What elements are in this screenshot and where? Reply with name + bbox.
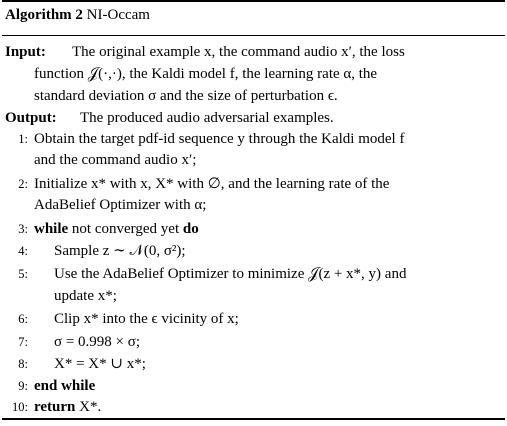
step-5-line-2: update x*; bbox=[54, 288, 117, 304]
step-2-line-1: Initialize x* with x, X* with ∅, and the learning rate of the bbox=[34, 176, 390, 192]
while-keyword: while bbox=[34, 221, 69, 237]
step-number: 4: bbox=[18, 244, 28, 258]
input-line-3: standard deviation σ and the size of perturbation ϵ. bbox=[34, 88, 338, 104]
return-value: X*. bbox=[75, 399, 102, 415]
step-number: 2: bbox=[18, 177, 28, 191]
output-text: The produced audio adversarial examples. bbox=[80, 110, 334, 126]
step-number: 1: bbox=[18, 132, 28, 146]
step-4-text: Sample z ∼ 𝒩(0, σ²); bbox=[54, 243, 186, 259]
end-while-keyword: end while bbox=[34, 378, 96, 394]
input-label: Input: bbox=[5, 44, 46, 60]
step-3-text bbox=[34, 219, 199, 239]
step-number: 3: bbox=[18, 222, 28, 236]
step-number: 9: bbox=[18, 379, 28, 393]
step-8-text: X* = X* ∪ x*; bbox=[54, 356, 146, 372]
step-1-line-2: and the command audio x′; bbox=[34, 152, 197, 168]
step-7-text: σ = 0.998 × σ; bbox=[54, 334, 141, 350]
step-2-line-2: AdaBelief Optimizer with α; bbox=[34, 197, 207, 213]
algorithm-caption bbox=[5, 5, 507, 25]
step-6-text: Clip x* into the ϵ vicinity of x; bbox=[54, 311, 239, 327]
do-keyword: do bbox=[182, 221, 199, 237]
input-line-2: function 𝒥(·,·), the Kaldi model f, the learning rate α, the bbox=[34, 66, 378, 82]
caption-rule bbox=[2, 35, 505, 36]
step-number: 5: bbox=[18, 267, 28, 281]
step-5-line-1: Use the AdaBelief Optimizer to minimize 𝒥(z + x*, y) and bbox=[54, 266, 407, 282]
while-condition: not converged yet bbox=[68, 221, 183, 237]
step-10-text bbox=[34, 397, 101, 417]
bottom-rule bbox=[2, 418, 505, 420]
step-number: 6: bbox=[18, 312, 28, 326]
step-1-line-1: Obtain the target pdf-id sequence y through the Kaldi model f bbox=[34, 131, 405, 147]
return-keyword: return bbox=[34, 399, 76, 415]
algorithm-label: Algorithm 2 bbox=[5, 7, 83, 23]
top-rule bbox=[2, 0, 505, 2]
input-line-1: The original example x, the command audio x′, the loss bbox=[72, 44, 405, 60]
algorithm-name: NI-Occam bbox=[86, 7, 150, 23]
output-label: Output: bbox=[5, 110, 57, 126]
step-number: 10: bbox=[12, 400, 28, 414]
step-number: 7: bbox=[18, 335, 28, 349]
step-number: 8: bbox=[18, 357, 28, 371]
